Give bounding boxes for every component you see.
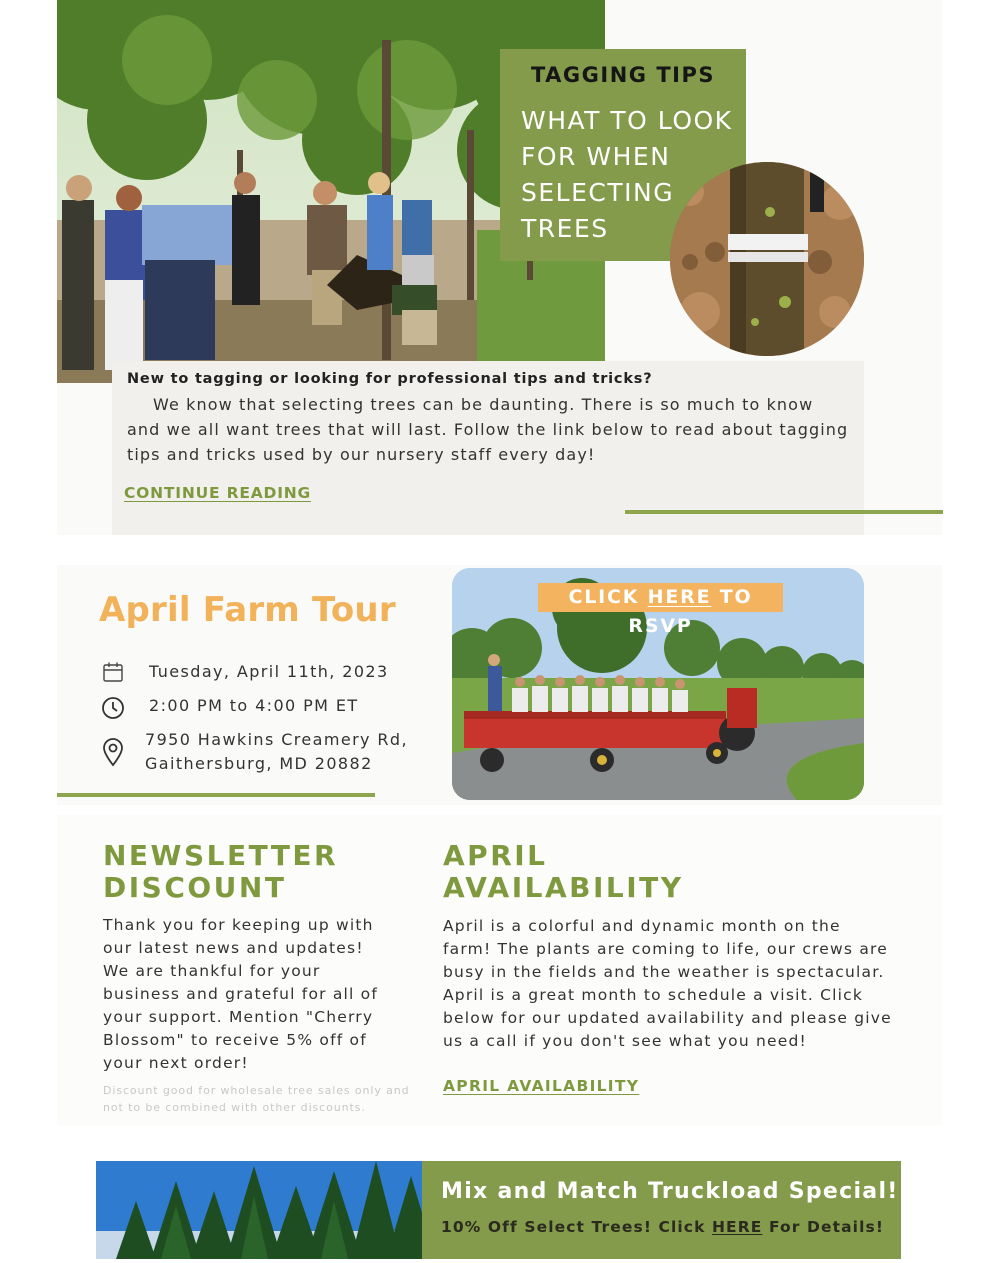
- tagging-tips-title: TAGGING TIPS: [530, 63, 715, 87]
- farm-tour-title: April Farm Tour: [99, 590, 396, 630]
- rsvp-text: CLICK: [568, 586, 648, 608]
- availability-heading-line2: AVAILABILITY: [443, 871, 684, 904]
- truckload-special-banner[interactable]: [96, 1161, 901, 1259]
- tagging-tips-subtitle: WHAT TO LOOK FOR WHEN SELECTING TREES: [521, 106, 733, 243]
- tree-tag-photo-art: [670, 162, 864, 356]
- rsvp-button[interactable]: [538, 583, 783, 637]
- tagging-body-text: We know that selecting trees can be daunting. There is so much to know and we all want trees that will last. Follow the link below to read about tagging tips and tricks used by our nursery staff every day!: [127, 395, 849, 464]
- divider-rule: [57, 793, 375, 797]
- divider-rule: [625, 510, 943, 514]
- truckload-special-subtitle: [441, 1218, 884, 1236]
- continue-reading-link[interactable]: CONTINUE READING: [124, 484, 312, 502]
- truckload-sub-text: 10% Off Select Trees! Click: [441, 1218, 712, 1236]
- truckload-sub-text-end: For Details!: [762, 1218, 884, 1236]
- availability-heading-line1: APRIL: [443, 839, 548, 872]
- april-availability-heading: [443, 840, 843, 904]
- clock-icon: [101, 696, 125, 720]
- hayride-photo[interactable]: [452, 568, 864, 800]
- rsvp-here-link[interactable]: HERE: [647, 586, 712, 608]
- april-availability-link[interactable]: APRIL AVAILABILITY: [443, 1077, 640, 1095]
- tour-address-line2: Gaithersburg, MD 20882: [145, 754, 373, 773]
- rsvp-text-end: TO RSVP: [628, 586, 753, 637]
- location-pin-icon: [101, 737, 125, 767]
- tagging-tips-panel: [112, 361, 864, 535]
- discount-fine-print: Discount good for wholesale tree sales only and not to be combined with other discounts.: [103, 1084, 410, 1114]
- tour-date: Tuesday, April 11th, 2023: [149, 662, 389, 681]
- truckload-here-link[interactable]: HERE: [711, 1218, 763, 1236]
- evergreen-trees-photo: [96, 1161, 422, 1259]
- truckload-special-title: Mix and Match Truckload Special!: [441, 1179, 899, 1204]
- newsletter-discount-heading: [103, 840, 403, 904]
- tagging-lead-text: New to tagging or looking for professional tips and tricks?: [127, 371, 653, 387]
- april-availability-body: April is a colorful and dynamic month on the farm! The plants are coming to life, our crews are busy in the fields and the weather is spectacular. April is a great month to schedule a visit. Click below for our updated availability and please give us a call if you don't see what you need!: [443, 917, 892, 1050]
- newsletter-heading-line1: NEWSLETTER: [103, 839, 339, 872]
- tour-time: 2:00 PM to 4:00 PM ET: [149, 696, 359, 715]
- calendar-icon: [101, 660, 125, 684]
- newsletter-discount-body: Thank you for keeping up with our latest news and updates! We are thankful for your business and grateful for all of your support. Mention "Cherry Blossom" to receive 5% off of your next order!: [103, 916, 379, 1072]
- tree-tag-photo: [670, 162, 864, 356]
- tour-address-line1: 7950 Hawkins Creamery Rd,: [145, 730, 408, 749]
- evergreen-photo-art: [96, 1161, 422, 1259]
- newsletter-heading-line2: DISCOUNT: [103, 871, 287, 904]
